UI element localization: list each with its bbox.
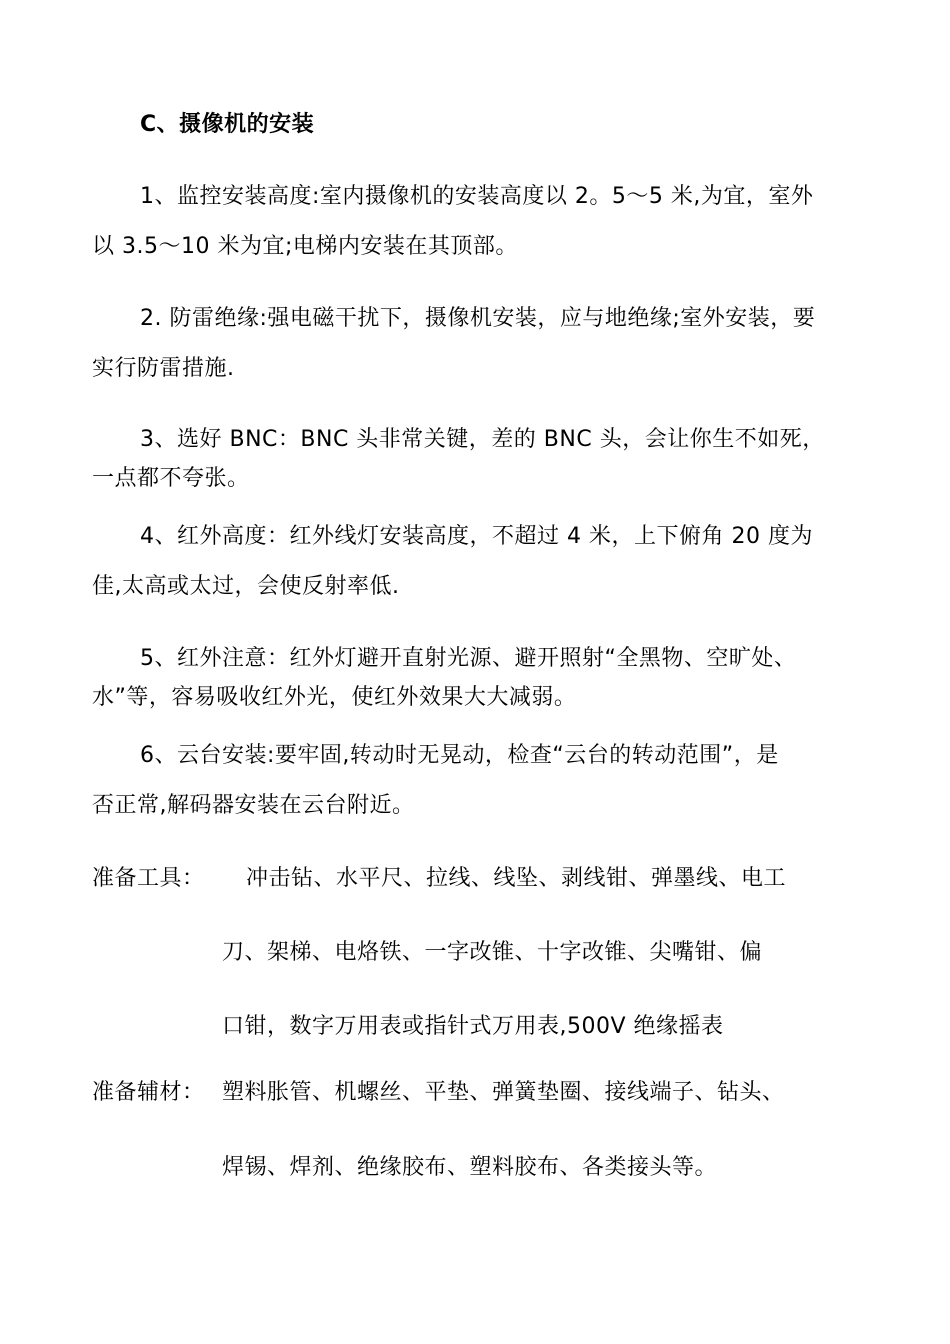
materials-line-2: 焊锡、焊剂、绝缘胶布、塑料胶布、各类接头等。 [222,1155,718,1180]
section-heading: C、摄像机的安装 [140,112,315,137]
item-4-line-1: 4、红外高度：红外线灯安装高度，不超过 4 米，上下俯角 20 度为 [140,524,813,549]
tools-label: 准备工具： [92,866,205,891]
item-6-line-1: 6、云台安装:要牢固,转动时无晃动，检查“云台的转动范围”，是 [140,743,779,768]
tools-line-2: 刀、架梯、电烙铁、一字改锥、十字改锥、尖嘴钳、偏 [222,940,763,965]
item-3-line-2: 一点都不夸张。 [92,466,250,491]
item-5-line-2: 水”等，容易吸收红外光，使红外效果大大减弱。 [92,685,577,710]
item-4-line-2: 佳,太高或太过，会使反射率低. [92,574,400,599]
materials-label: 准备辅材： [92,1080,205,1105]
item-5-line-1: 5、红外注意：红外灯避开直射光源、避开照射“全黑物、空旷处、 [140,646,797,671]
tools-line-1: 冲击钻、水平尺、拉线、线坠、剥线钳、弹墨线、电工 [246,866,787,891]
item-6-line-2: 否正常,解码器安装在云台附近。 [92,793,415,818]
item-2-line-1: 2. 防雷绝缘:强电磁干扰下，摄像机安装，应与地绝缘;室外安装，要 [140,306,816,331]
item-3-line-1: 3、选好 BNC：BNC 头非常关键，差的 BNC 头，会让你生不如死， [140,427,825,452]
item-1-line-1: 1、监控安装高度:室内摄像机的安装高度以 2。5～5 米,为宜，室外 [140,184,814,209]
materials-line-1: 塑料胀管、机螺丝、平垫、弹簧垫圈、接线端子、钻头、 [222,1080,785,1105]
item-2-line-2: 实行防雷措施. [92,356,235,381]
item-1-line-2: 以 3.5～10 米为宜;电梯内安装在其顶部。 [92,234,518,259]
tools-line-3: 口钳，数字万用表或指针式万用表,500V 绝缘摇表 [222,1014,724,1039]
